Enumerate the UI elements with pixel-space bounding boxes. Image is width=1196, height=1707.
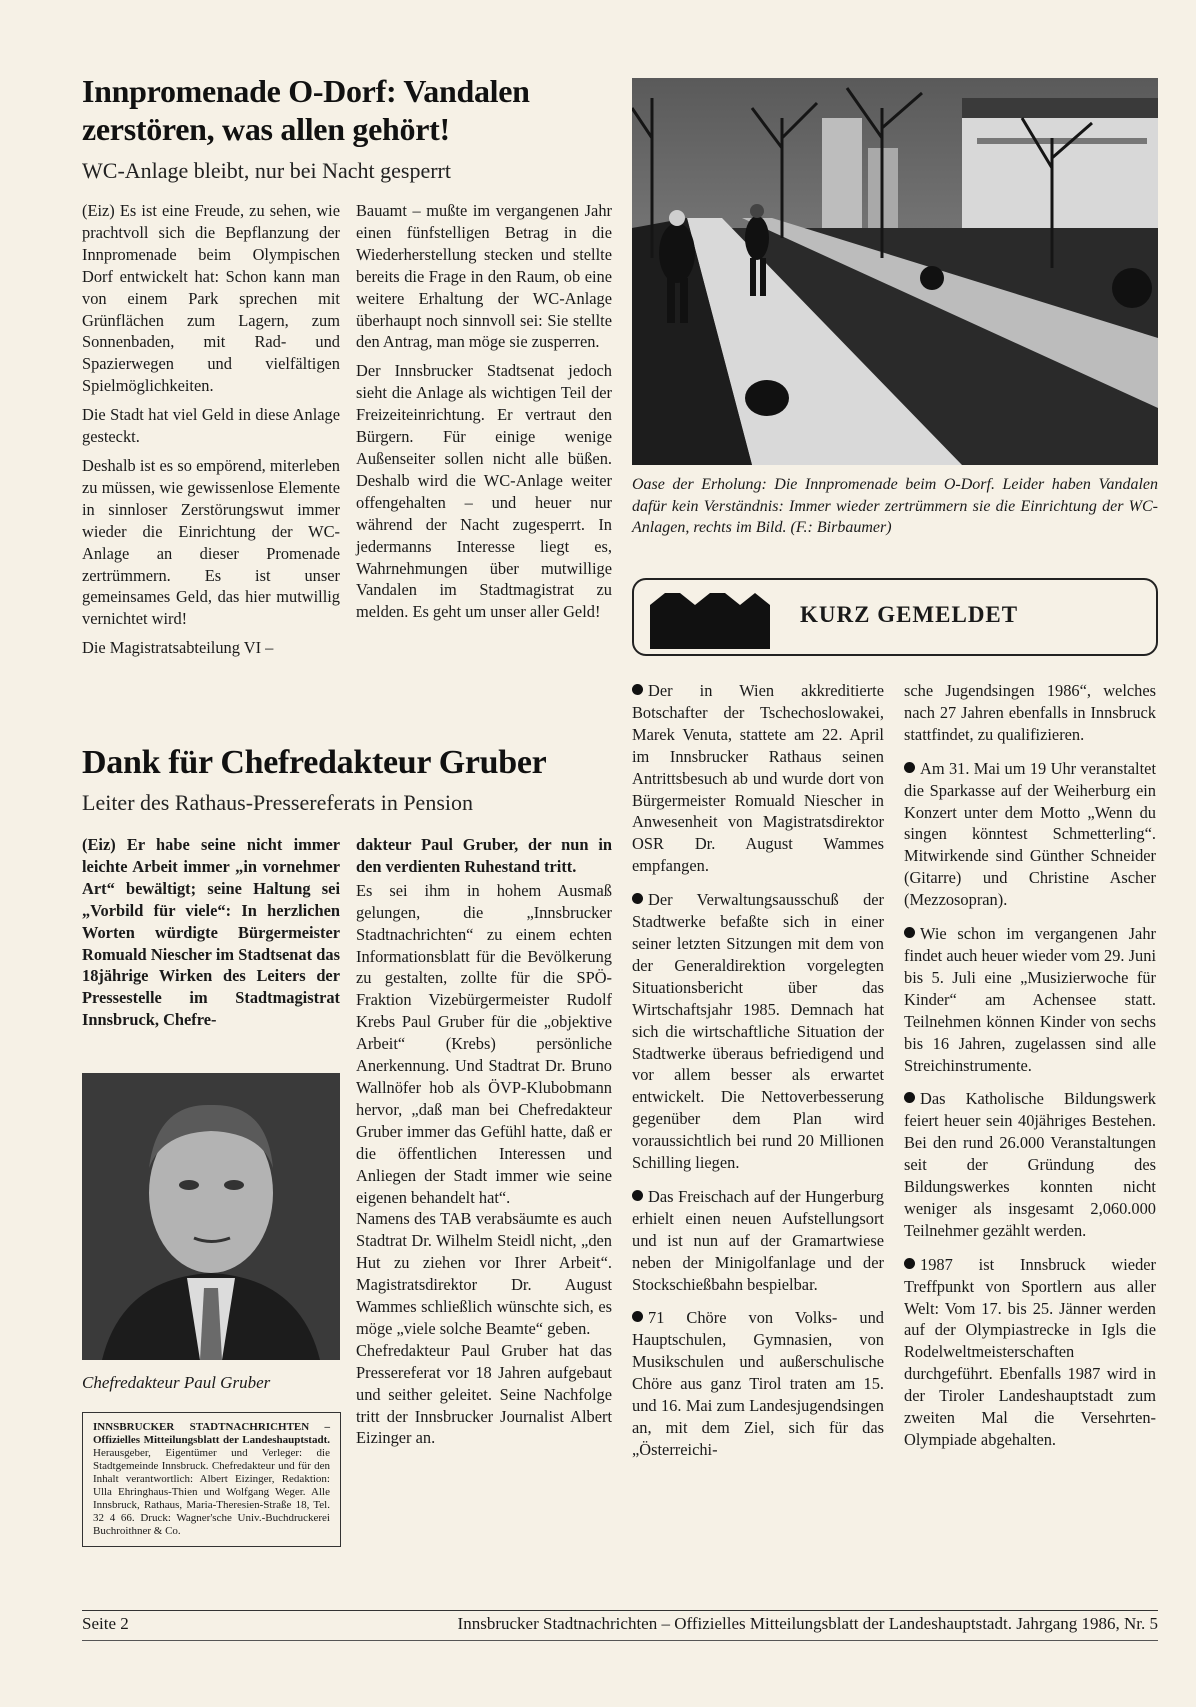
article2-column-2: [356, 834, 612, 1449]
bullet-icon: [632, 893, 643, 904]
article2-subheadline: Leiter des Rathaus-Pressereferats in Pension: [82, 790, 473, 815]
paragraph: Bauamt – mußte im vergangenen Jahr einen fünfstelligen Betrag in die Wiederherstellung stecken und stellte bereits die Frage in den Raum, ob eine weitere Erhaltung der WC-Anlage überhaupt noch sinnvoll sei: Sie stellte den Antrag, man möge sie zusperren.: [356, 201, 612, 352]
house-silhouette-icon: [650, 585, 770, 649]
article1-column-2: [356, 200, 612, 630]
article1-column-1: [82, 200, 340, 666]
photo-credit: (F.: Birbaumer): [790, 519, 892, 536]
news-item: Das Katholische Bildungswerk feiert heuer sein 40jähriges Bestehen. Bei den rund 26.000 Veranstaltungen seit der Gründung des Bildungswerkes konnten nicht weniger als insgesamt 2,060.000 Teilnehmer gezählt werden.: [904, 1089, 1156, 1240]
bullet-icon: [632, 1311, 643, 1322]
kurz-gemeldet-banner: [632, 578, 1158, 656]
bullet-icon: [904, 1258, 915, 1269]
bullet-icon: [904, 762, 915, 773]
imprint-text: Herausgeber, Eigentümer und Verleger: die Stadtgemeinde Innsbruck. Chefredakteur und für den Inhalt verantwortlich: Albert Eizinger, Redaktion: Ulla Ehringhaus-Thien und Wolfgang Weger. Alle Innsbruck, Rathaus, Maria-Theresien-Straße 18, Tel. 32 4 66. Druck: Wagner'sche Univ.-Buchdruckerei Buchroithner & Co.: [93, 1447, 330, 1537]
news-item: Am 31. Mai um 19 Uhr veranstaltet die Sparkasse auf der Weiherburg ein Konzert unter dem Motto „Wenn du singen könntest Schmetterling“. Mitwirkende sind Günther Schneider (Gitarre) und Christine Ascher (Mezzosopran).: [904, 758, 1156, 910]
footer-page-number: Seite 2: [82, 1614, 129, 1633]
footer-rule: [82, 1610, 1158, 1611]
promenade-photo-image: [632, 78, 1158, 465]
paragraph: Es sei ihm in hohem Ausmaß gelungen, die „Innsbrucker Stadtnachrichten“ zu einem echten Informationsblatt für die Bevölkerung zu gestalten, zollte für die SPÖ-Fraktion Vizebürgermeister Rudolf Krebs Paul Gruber für die „objektive Arbeit“ (Krebs) persönliche Anerkennung. Und Stadtrat Dr. Bruno Wallnöfer hob als ÖVP-Klubobmann hervor, „daß man bei Chefredakteur Gruber immer das Gefühl hatte, daß er die öffentlichen Interessen und Anliegen der Stadt immer wie seine eigenen behandelt hat“.: [356, 880, 612, 1207]
paragraph: Chefredakteur Paul Gruber hat das Pressereferat vor 18 Jahren aufgebaut und seither geleitet. Seine Nachfolge tritt der Innsbrucker Journalist Albert Eizinger an.: [356, 1340, 612, 1448]
paragraph: (Eiz) Es ist eine Freude, zu sehen, wie prachtvoll sich die Bepflanzung der Innpromenade beim Olympischen Dorf entwickelt hat: Schon kann man von einem Park sprechen mit Grünflächen zum Lagern, zum Sonnenbaden, mit Rad- und Spazierwegen und vielfältigen Spielmöglichkeiten.: [82, 201, 340, 396]
lead-continued: dakteur Paul Gruber, der nun in den verdienten Ruhestand tritt.: [356, 835, 612, 876]
article1-subheadline: WC-Anlage bleibt, nur bei Nacht gesperrt: [82, 158, 451, 183]
paragraph: Der Innsbrucker Stadtsenat jedoch sieht die Anlage als wichtigen Teil der Freizeiteinrichtung. Er vertraut den Bürgern. Für einige wenige Außenseiter sollen nicht alle büßen. Deshalb wird die WC-Anlage weiter offengehalten – und heuer nur während der Nacht zugesperrt. In jedermanns Interesse liegt es, Wahrnehmungen über mutwillige Vandalen im Stadtmagistrat zu melden. Es geht um unser aller Geld!: [356, 361, 612, 622]
bullet-icon: [904, 927, 915, 938]
news-item: Wie schon im vergangenen Jahr findet auch heuer wieder vom 29. Juni bis 5. Juli eine „Musizierwoche für Kinder“ am Achensee statt. Teilnehmen können Kinder von sechs bis 16 Jahren, zugelassen sind alle Streichinstrumente.: [904, 924, 1156, 1075]
promenade-photo: [632, 78, 1158, 465]
gruber-portrait-image: [82, 1073, 340, 1360]
news-item: Der in Wien akkreditierte Botschafter der Tschechoslowakei, Marek Venuta, stattete am 22. April im Innsbrucker Rathaus seinen Antrittsbesuch ab und wurde dort von Bürgermeister Romuald Niescher in Anwesenheit von Magistratsdirektor OSR Dr. August Wammes empfangen.: [632, 681, 884, 876]
kurz-column-2: [904, 680, 1156, 1463]
gruber-portrait-caption: Chefredakteur Paul Gruber: [82, 1373, 271, 1392]
bullet-icon: [632, 684, 643, 695]
paragraph: Deshalb ist es so empörend, miterleben zu müssen, wie gewissenlose Elemente in sinnloser Zerstörungswut immer wieder die Einrichtung der WC-Anlage an dieser Promenade zertrümmern. Es ist unser gemeinsames Geld, das hier mutwillig vernichtet wird!: [82, 455, 340, 629]
imprint-box: [82, 1412, 341, 1547]
article2-lead-column-1: (Eiz) Er habe seine nicht immer leichte Arbeit immer „in vornehmer Art“ bewältigt; seine Haltung sei „Vorbild für viele“: In herzlichen Worten würdigte Bürgermeister Romuald Niescher im Stadtsenat das 18jährige Wirken des Leiters der Pressestelle im Stadtmagistrat Innsbruck, Chefre-: [82, 835, 340, 1030]
news-item: Der Verwaltungsausschuß der Stadtwerke befaßte sich in einer seiner letzten Sitzungen mit dem von der Generaldirektion vorgelegten Situationsbericht über das Wirtschaftsjahr 1985. Demnach hat sich die wirtschaftliche Situation der Stadtwerke überaus befriedigend und vor allem besser als erwartet entwickelt. Die Nettoverbesserung gegenüber dem Plan wird voraussichtlich bei rund 20 Millionen Schilling liegen.: [632, 890, 884, 1173]
bullet-icon: [904, 1092, 915, 1103]
paragraph: Namens des TAB verabsäumte es auch Stadtrat Dr. Wilhelm Steidl nicht, „den Hut zu ziehen vor Ihrer Arbeit“. Magistratsdirektor Dr. August Wammes schließlich wünschte sich, es möge „viele solche Beamte“ geben.: [356, 1209, 612, 1338]
kurz-column-1: [632, 680, 884, 1473]
gruber-portrait: [82, 1073, 340, 1360]
paragraph: Die Magistratsabteilung VI –: [82, 638, 274, 658]
news-item: 71 Chöre von Volks- und Hauptschulen, Gymnasien, von Musikschulen und außerschulische Chöre aus ganz Tirol traten am 15. und 16. Mai zum Landesjugendsingen an, mit dem Ziel, sich für das „Österreichi-: [632, 1308, 884, 1459]
bullet-icon: [632, 1190, 643, 1201]
kurz-gemeldet-title: KURZ GEMELDET: [800, 602, 1019, 627]
paragraph: Die Stadt hat viel Geld in diese Anlage gesteckt.: [82, 405, 340, 447]
news-item-continued: sche Jugendsingen 1986“, welches nach 27 Jahren ebenfalls in Innsbruck stattfindet, zu qualifizieren.: [904, 681, 1156, 744]
imprint-title: INNSBRUCKER STADTNACHRICHTEN – Offizielles Mitteilungsblatt der Landeshauptstadt.: [93, 1421, 330, 1446]
article2-headline: Dank für Chefredakteur Gruber: [82, 744, 547, 781]
news-item: 1987 ist Innsbruck wieder Treffpunkt von Sportlern aus aller Welt: Vom 17. bis 25. Jänner werden auf der Olympiastrecke in Igls die Rodelweltmeisterschaften durchgeführt. Ebenfalls 1987 wird in der Tiroler Landeshauptstadt zum zweiten Mal die Versehrten-Olympiade abgehalten.: [904, 1254, 1156, 1449]
promenade-photo-caption: [632, 474, 1158, 539]
footer-rule-bottom: [82, 1640, 1158, 1641]
footer-publication: Innsbrucker Stadtnachrichten – Offizielles Mitteilungsblatt der Landeshauptstadt. Jahrgang 1986, Nr. 5: [457, 1614, 1158, 1633]
news-item: Das Freischach auf der Hungerburg erhielt einen neuen Aufstellungsort und ist nun auf der Gramartwiese neben der Minigolfanlage und der Stockschießbahn bespielbar.: [632, 1186, 884, 1294]
article1-headline: Innpromenade O-Dorf: Vandalen zerstören, was allen gehört!: [82, 73, 530, 147]
caption-text: Oase der Erholung: Die Innpromenade beim O-Dorf. Leider haben Vandalen dafür kein Verständnis: Immer wieder zertrümmern sie die Einrichtung der WC-Anlagen, rechts im Bild.: [632, 476, 1158, 536]
